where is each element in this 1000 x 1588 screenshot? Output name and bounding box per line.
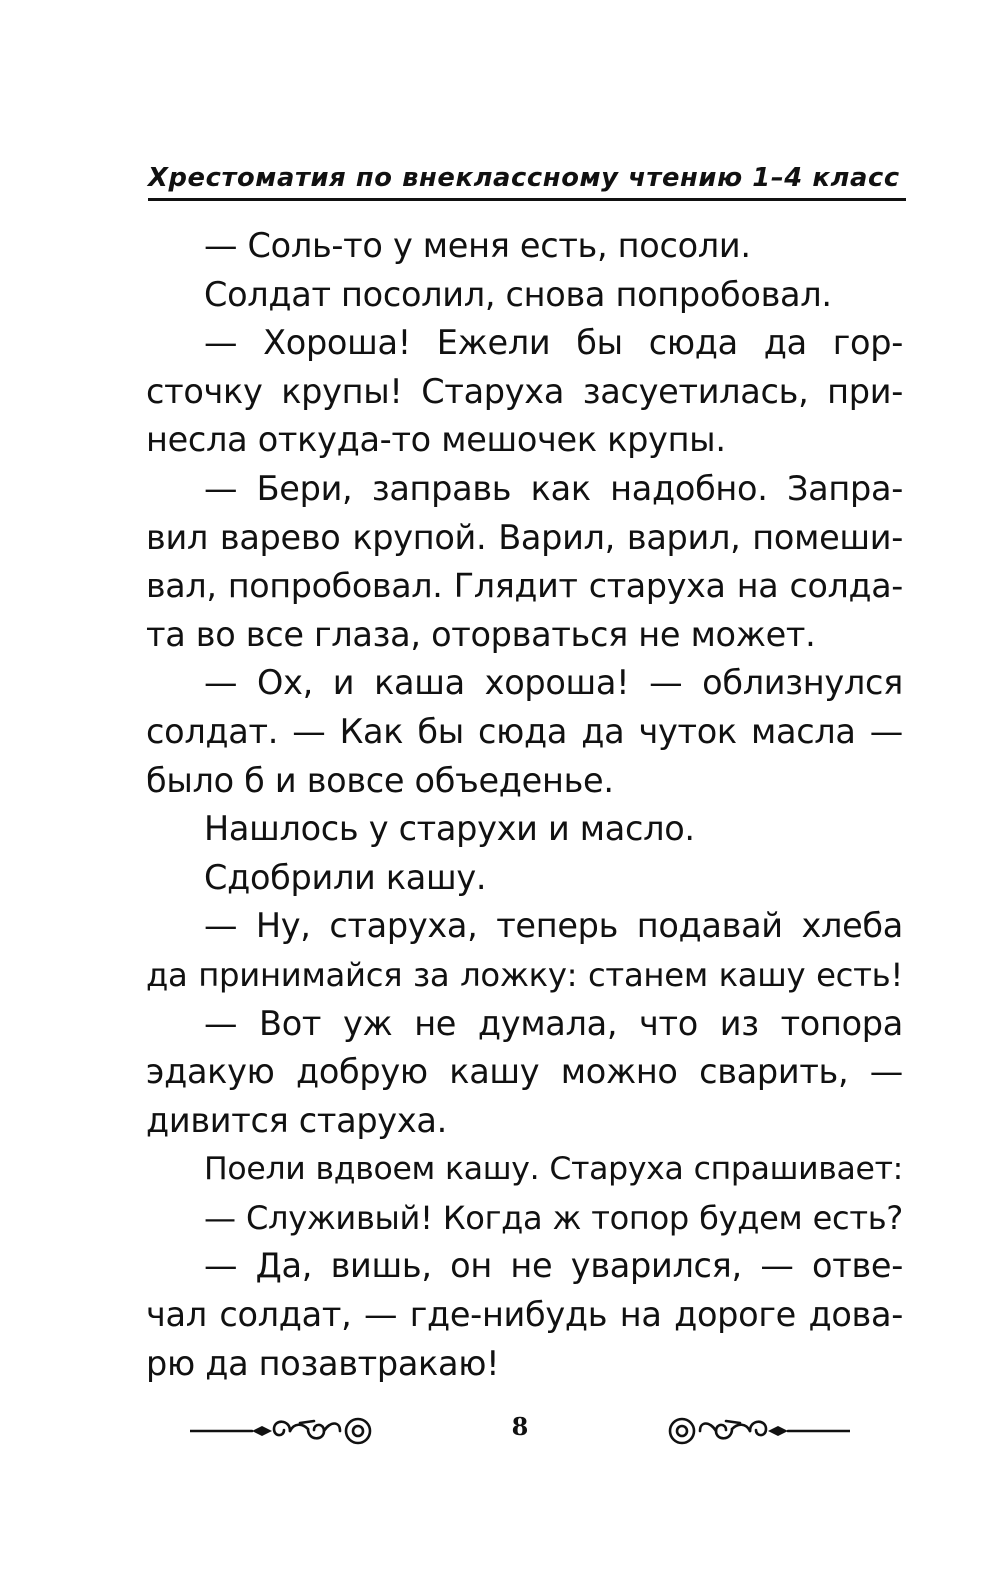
text-line: — Соль-то у меня есть, посоли. — [204, 226, 751, 265]
text-line: — Да, вишь, он не уварился, — отве- — [204, 1246, 903, 1286]
text-line: солдат. — Как бы сюда да чуток масла — — [146, 711, 903, 751]
text-line: — Ну, старуха, теперь подавай хлеба — [204, 906, 903, 946]
text-line: дивится старуха. — [146, 1100, 447, 1140]
header-rule — [148, 198, 906, 201]
text-line: — Хороша! Ежели бы сюда да гор- — [204, 323, 903, 363]
text-line: Солдат посолил, снова попробовал. — [204, 274, 832, 314]
text-line: — Бери, заправь как надобно. Запра- — [204, 468, 903, 508]
body-text — [146, 222, 903, 1388]
text-line: эдакую добрую кашу можно сварить, — — [146, 1052, 903, 1092]
text-line: да принимайся за ложку: станем кашу есть! — [146, 955, 903, 994]
text-line: — Ох, и каша хороша! — облизнулся — [204, 663, 903, 703]
ornament-right-icon — [650, 1413, 850, 1449]
text-line: рю да позавтракаю! — [146, 1343, 500, 1383]
text-line: несла откуда-то мешочек крупы. — [146, 420, 726, 460]
text-line: вил варево крупой. Варил, варил, помеши- — [146, 517, 903, 557]
text-line: было б и вовсе объеденье. — [146, 760, 614, 800]
text-line: та во все глаза, оторваться не может. — [146, 614, 816, 654]
text-line: — Служивый! Когда ж топор будем есть? — [204, 1198, 903, 1237]
text-line: чал солдат, — где-нибудь на дороге дова- — [146, 1295, 903, 1335]
text-line: — Вот уж не думала, что из топора — [204, 1003, 903, 1043]
text-line: Сдобрили кашу. — [204, 857, 487, 897]
text-line: Поели вдвоем кашу. Старуха спрашивает: — [204, 1151, 903, 1188]
text-line: Нашлось у старухи и масло. — [204, 809, 695, 849]
text-line: сточку крупы! Старуха засуетилась, при- — [146, 371, 903, 411]
ornament-left-icon — [190, 1413, 390, 1449]
text-line: вал, попробовал. Глядит старуха на солда- — [146, 566, 903, 606]
running-header: Хрестоматия по внеклассному чтению 1–4 класс — [148, 163, 900, 193]
page-number: 8 — [511, 1412, 529, 1441]
